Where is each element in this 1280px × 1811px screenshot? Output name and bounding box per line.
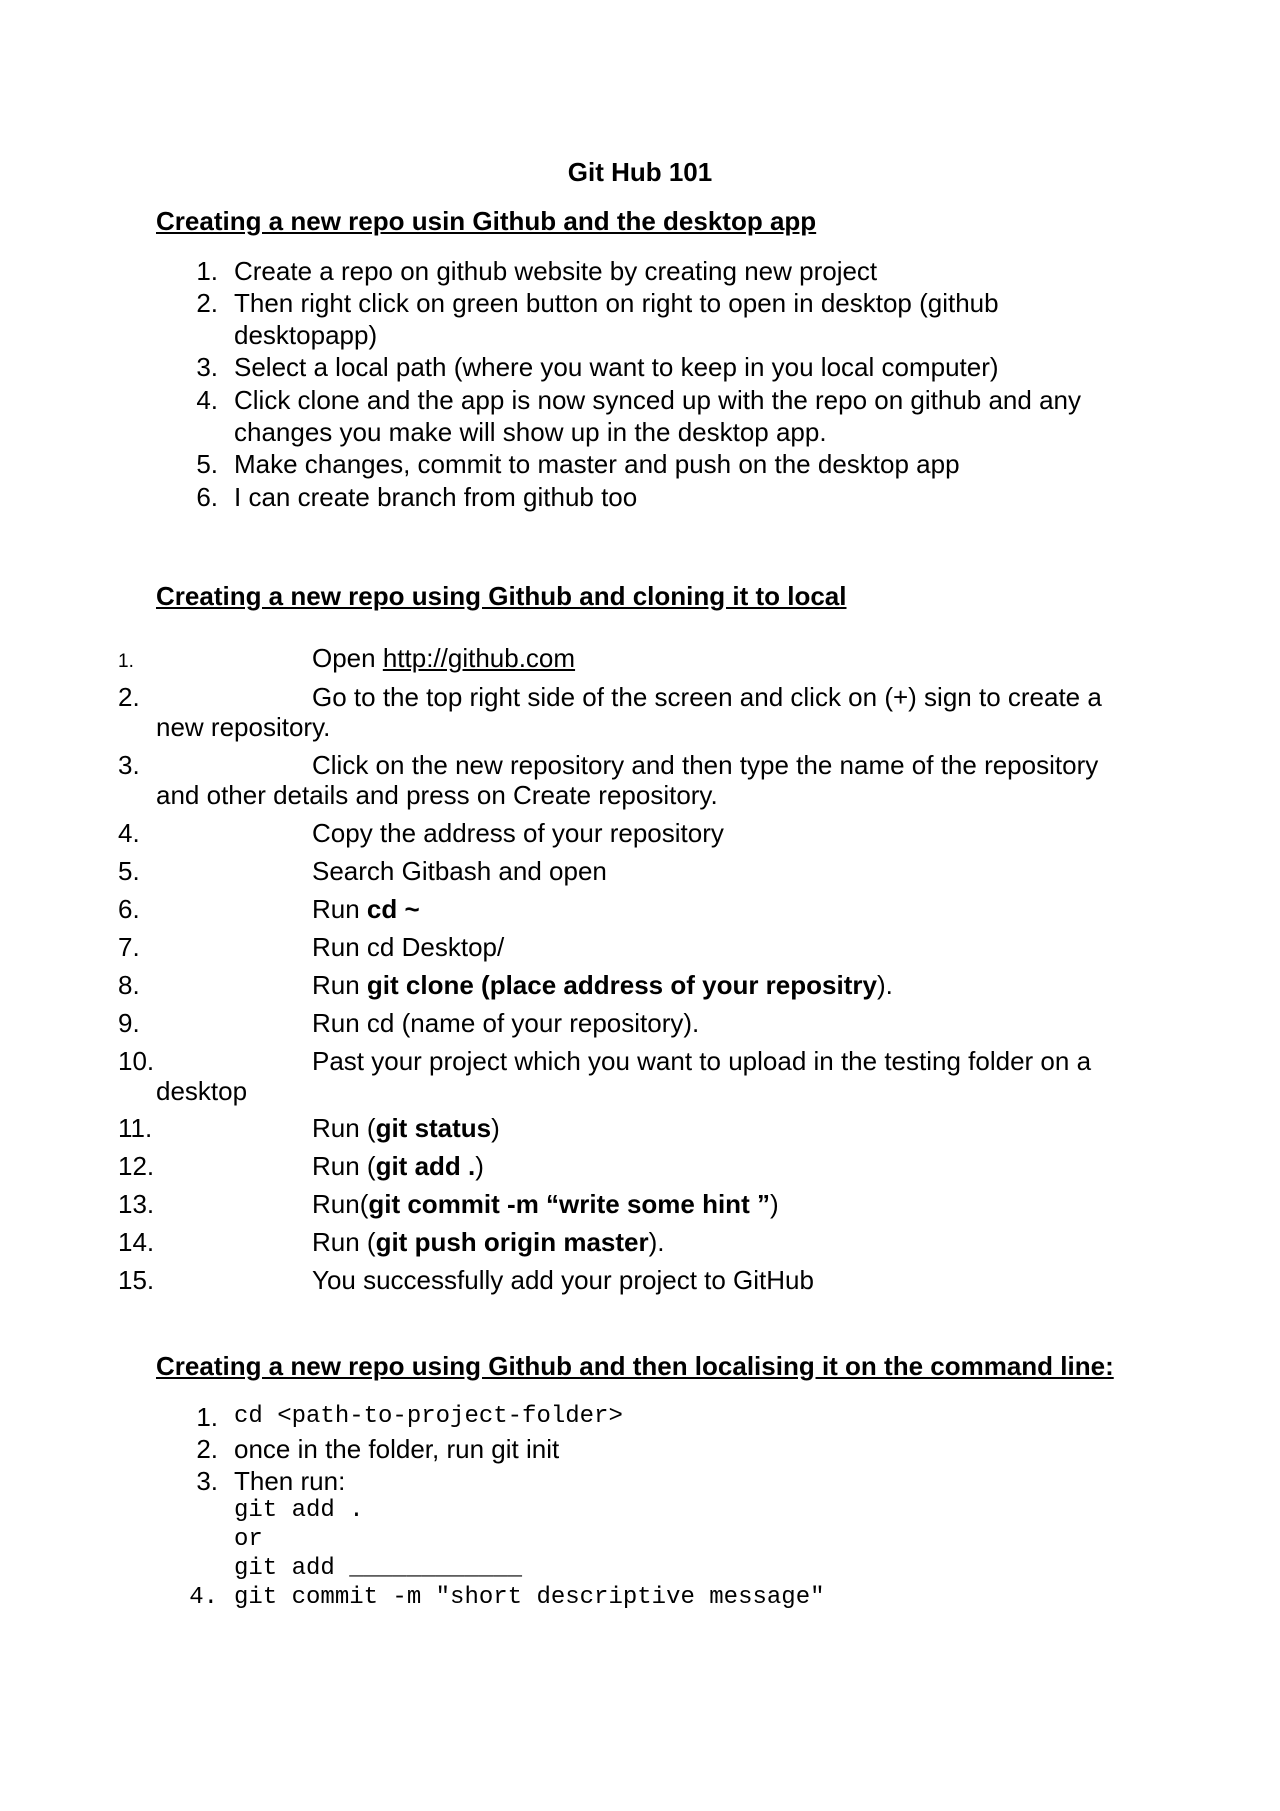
list-item-number: 1. [196, 256, 218, 286]
code-text: git add . [234, 1497, 364, 1524]
list-item-continuation: desktop [156, 1076, 248, 1106]
list-item-number: 9. [118, 1008, 140, 1038]
list-item-text: Then right click on green button on right to open in desktop (github [234, 288, 999, 318]
list-item-text: Click clone and the app is now synced up with the repo on github and any [234, 385, 1081, 415]
list-item-number: 5. [196, 449, 218, 479]
section-1-heading: Creating a new repo usin Github and the desktop app [156, 206, 817, 236]
list-item-number: 1. [196, 1402, 218, 1432]
list-item-text: Go to the top right side of the screen and click on (+) sign to create a [312, 682, 1102, 712]
section-2-heading: Creating a new repo using Github and cloning it to local [156, 581, 847, 611]
code-text: cd <path-to-project-folder> [234, 1403, 623, 1430]
list-item-number: 2. [196, 288, 218, 318]
list-item-text: Run cd Desktop/ [312, 932, 505, 962]
list-item-text: Then run: [234, 1466, 346, 1496]
list-item-continuation: and other details and press on Create repository. [156, 780, 718, 810]
list-item-text: Run cd (name of your repository). [312, 1008, 700, 1038]
list-item-text: Run (git status) [312, 1113, 500, 1143]
list-item-text: Past your project which you want to upload in the testing folder on a [312, 1046, 1092, 1076]
list-item-number: 6. [196, 482, 218, 512]
list-item-text: You successfully add your project to GitHub [312, 1265, 814, 1295]
list-item-number: 3. [196, 1466, 218, 1496]
list-item-number: 6. [118, 894, 140, 924]
list-item-number: 15. [118, 1265, 155, 1295]
list-item-number: 4. [196, 385, 218, 415]
list-item-text: changes you make will show up in the desktop app. [234, 417, 827, 447]
list-item-text: Search Gitbash and open [312, 856, 607, 886]
list-item-text [312, 643, 575, 673]
list-item-text: Run(git commit -m “write some hint ”) [312, 1189, 779, 1219]
list-item-text: Create a repo on github website by creating new project [234, 256, 878, 286]
code-text: git add ____________ [234, 1555, 523, 1582]
list-item-text: Click on the new repository and then type the name of the repository [312, 750, 1099, 780]
command-text: cd ~ [366, 894, 420, 924]
list-item-text: I can create branch from github too [234, 482, 638, 512]
code-text: or [234, 1526, 263, 1553]
list-item-text: Make changes, commit to master and push on the desktop app [234, 449, 960, 479]
command-text: git push origin master [375, 1227, 649, 1257]
list-item-text: Run cd ~ [312, 894, 420, 924]
list-item-text: Run git clone (place address of your repositry). [312, 970, 893, 1000]
page-title: Git Hub 101 [567, 157, 713, 187]
list-item-number: 10. [118, 1046, 155, 1076]
list-item-text: Select a local path (where you want to keep in you local computer) [234, 352, 999, 382]
list-item-text: desktopapp) [234, 320, 378, 350]
command-text: git clone (place address of your repositry [366, 970, 877, 1000]
list-item-number: 1. [118, 651, 134, 672]
list-item-number: 8. [118, 970, 140, 1000]
list-item-text: once in the folder, run git init [234, 1434, 560, 1464]
list-item-text: Copy the address of your repository [312, 818, 724, 848]
list-item-number: 4. [118, 818, 140, 848]
list-item-number: 4. [189, 1584, 218, 1611]
list-item-number: 2. [196, 1434, 218, 1464]
list-item-number: 3. [196, 352, 218, 382]
command-text: git commit -m “write some hint ” [368, 1189, 770, 1219]
github-link[interactable]: http://github.com [382, 643, 576, 673]
list-item-number: 5. [118, 856, 140, 886]
list-item-number: 13. [118, 1189, 155, 1219]
list-item-text: Run (git push origin master). [312, 1227, 665, 1257]
list-item-number: 14. [118, 1227, 155, 1257]
command-text: git add . [375, 1151, 476, 1181]
section-3-heading: Creating a new repo using Github and then localising it on the command line: [156, 1351, 1114, 1381]
list-item-number: 12. [118, 1151, 155, 1181]
list-item-number: 2. [118, 682, 140, 712]
list-item-number: 11. [118, 1113, 153, 1143]
list-item-continuation: new repository. [156, 712, 331, 742]
list-item-text: Run (git add .) [312, 1151, 484, 1181]
command-text: git status [375, 1113, 492, 1143]
code-text: git commit -m "short descriptive message" [234, 1584, 825, 1611]
list-item-number: 7. [118, 932, 140, 962]
list-item-prefix: Open [312, 643, 383, 673]
list-item-number: 3. [118, 750, 140, 780]
